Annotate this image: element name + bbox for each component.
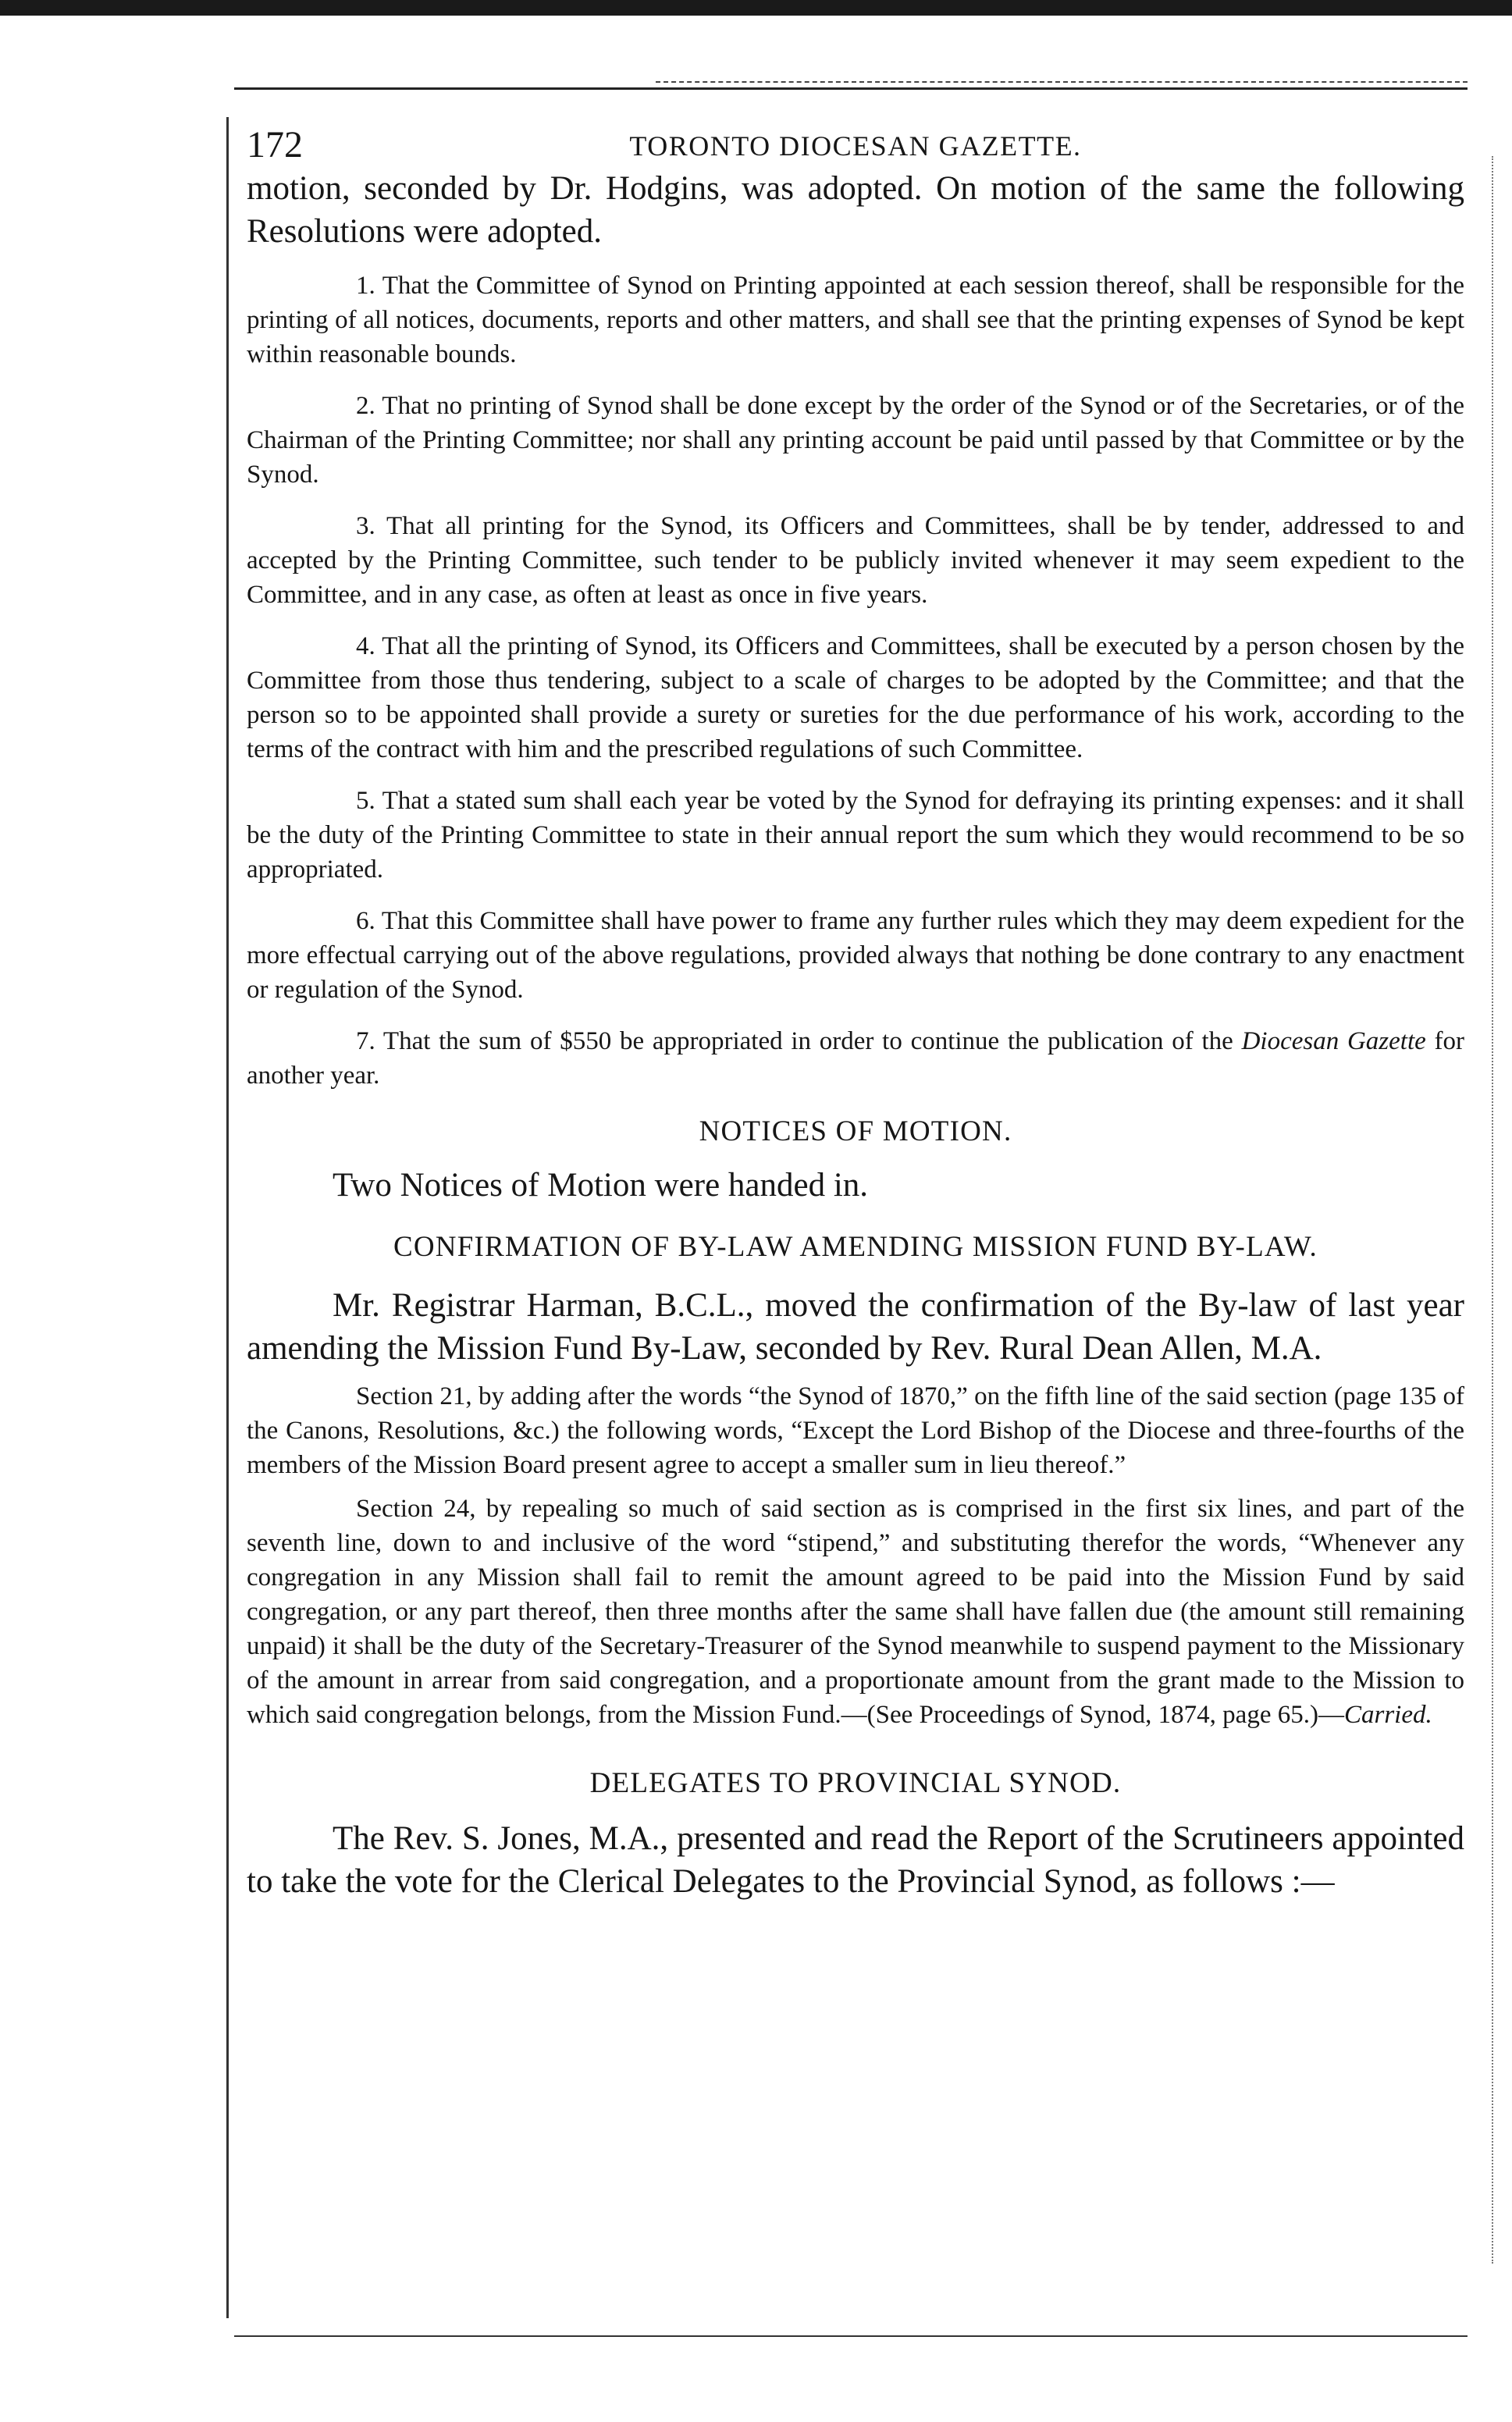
page-body [247,117,1464,1903]
header-rule [234,87,1468,90]
resolution-2: 2. That no printing of Synod shall be done except by the order of the Synod or of the Secretaries, or of the Chairman of the Printing Committee; nor shall any printing account be paid until passed by that Committee or by the Synod. [247,392,1464,489]
resolution-1: 1. That the Committee of Synod on Printing appointed at each session thereof, shall be responsible for the printing of all notices, documents, reports and other matters, and shall see that the printing expenses of Synod be kept within reasonable bounds. [247,272,1464,368]
resolution-3: 3. That all printing for the Synod, its Officers and Committees, shall be by tender, addressed to and accepted by the Printing Committee, such tender to be publicly invited whenever it may seem expedient to the Committee, and in any case, as often at least as once in five years. [247,512,1464,609]
delegates-heading: DELEGATES TO PROVINCIAL SYNOD. [589,1767,1122,1799]
page-header [247,117,1464,167]
resolution-6: 6. That this Committee shall have power to frame any further rules which they may deem expedient for the more effectual carrying out of the above regulations, provided always that nothing be done contrary to any enactment or regulation of the Synod. [247,907,1464,1004]
notices-text: Two Notices of Motion were handed in. [333,1167,869,1204]
header-dashed-rule [656,81,1468,83]
running-title: TORONTO DIOCESAN GAZETTE. [629,130,1082,162]
notices-heading: NOTICES OF MOTION. [699,1115,1012,1147]
resolution-7-end: for another year. [247,1027,1464,1090]
footer-rule [234,2335,1468,2337]
confirmation-intro: Mr. Registrar Harman, B.C.L., moved the confirmation of the By-law of last year amending the Mission Fund By-Law, seconded by Rev. Rural Dean Allen, M.A. [247,1287,1464,1367]
resolution-4: 4. That all the printing of Synod, its Officers and Committees, shall be executed by a person chosen by the Committee from those thus tendering, subject to a scale of charges to be adopted by the Committee; and that the person so to be appointed shall provide a surety or sureties for the due performance of his work, according to the terms of the contract with him and the prescribed regulations of such Committee. [247,632,1464,763]
delegates-text: The Rev. S. Jones, M.A., presented and read the Report of the Scrutineers appointed to take the vote for the Clerical Delegates to the Provincial Synod, as follows :— [247,1820,1464,1900]
resolution-7-publication: Diocesan Gazette [1241,1027,1426,1055]
resolution-7-text: 7. That the sum of $550 be appropriated in order to continue the publication of the [356,1027,1242,1055]
section-21: Section 21, by adding after the words “the Synod of 1870,” on the fifth line of the said section (page 135 of the Canons, Resolutions, &c.) the following words, “Except the Lord Bishop of the Diocese and three-fourths of the members of the Mission Board present agree to accept a smaller sum in lieu thereof.” [247,1382,1464,1479]
section-24-carried: Carried. [1343,1701,1432,1729]
page-number: 172 [247,124,303,165]
left-margin-rule [226,117,229,2318]
confirmation-heading: CONFIRMATION OF BY-LAW AMENDING MISSION FUND BY-LAW. [393,1231,1318,1263]
section-24-text: Section 24, by repealing so much of said section as is comprised in the first six lines, and part of the seventh line, down to and inclusive of the word “stipend,” and substituting therefor the words, “Whenever any congregation in any Mission shall fail to remit the amount agreed to be paid into the Mission Fund by said congregation, or any part thereof, then three months after the same shall have fallen due (the amount still remaining unpaid) it shall be the duty of the Secretary-Treasurer of the Synod meanwhile to suspend payment to the Missionary of the amount in arrear from said congregation, and a proportionate amount from the grant made to the Mission to which said congregation belongs, from the Mission Fund.—(See Proceedings of Synod, 1874, page 65.)— [247,1495,1464,1729]
resolution-7 [247,1024,1464,1093]
section-24 [247,1492,1464,1732]
resolution-5: 5. That a stated sum shall each year be voted by the Synod for defraying its printing expenses: and it shall be the duty of the Printing Committee to state in their annual report the sum which they would recommend to be so appropriated. [247,787,1464,884]
opening-paragraph: motion, seconded by Dr. Hodgins, was adopted. On motion of the same the following Resolutions were adopted. [247,170,1464,250]
scan-top-edge [0,0,1512,16]
right-margin-marks [1492,156,1493,2264]
